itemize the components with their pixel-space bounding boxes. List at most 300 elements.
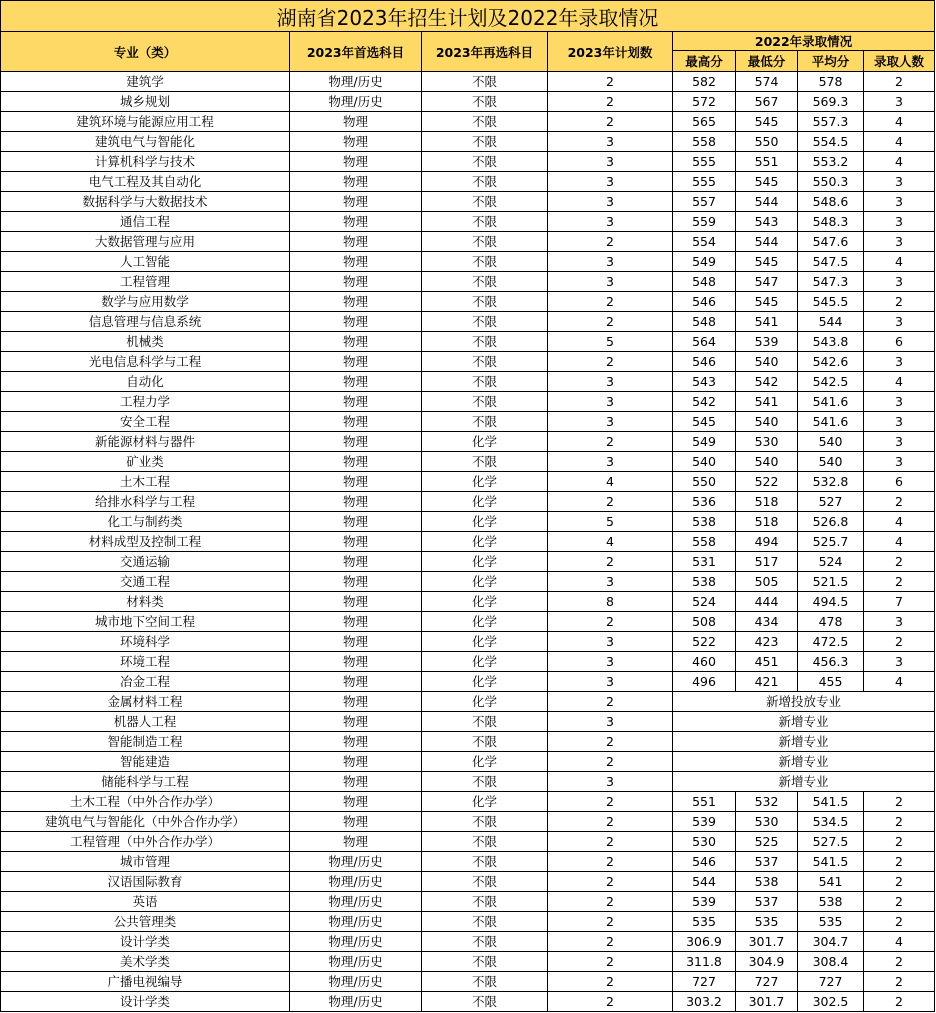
- header-admit-group: 2022年录取情况: [673, 32, 935, 51]
- cell-min: 505: [736, 572, 798, 592]
- cell-major: 工程管理: [1, 272, 290, 292]
- cell-min: 727: [736, 972, 798, 992]
- cell-min: 451: [736, 652, 798, 672]
- cell-major: 自动化: [1, 372, 290, 392]
- table-row: [1, 372, 935, 392]
- cell-max: 303.2: [673, 992, 736, 1012]
- cell-major: 储能科学与工程: [1, 772, 290, 792]
- cell-second-subject: 不限: [422, 292, 548, 312]
- cell-min: 543: [736, 212, 798, 232]
- cell-major: 工程管理（中外合作办学）: [1, 832, 290, 852]
- cell-min: 567: [736, 92, 798, 112]
- cell-avg: 524: [798, 552, 864, 572]
- cell-avg: 550.3: [798, 172, 864, 192]
- cell-note: 新增专业: [673, 732, 935, 752]
- cell-major: 交通工程: [1, 572, 290, 592]
- cell-count: 2: [864, 812, 935, 832]
- cell-min: 544: [736, 232, 798, 252]
- cell-plan: 3: [548, 212, 673, 232]
- cell-first-subject: 物理: [290, 572, 422, 592]
- cell-min: 541: [736, 312, 798, 332]
- cell-min: 530: [736, 432, 798, 452]
- cell-major: 材料类: [1, 592, 290, 612]
- cell-count: 2: [864, 952, 935, 972]
- table-row: [1, 172, 935, 192]
- cell-max: 548: [673, 272, 736, 292]
- cell-count: 3: [864, 212, 935, 232]
- cell-second-subject: 化学: [422, 792, 548, 812]
- cell-max: 535: [673, 912, 736, 932]
- cell-min: 545: [736, 292, 798, 312]
- cell-plan: 3: [548, 572, 673, 592]
- cell-count: 2: [864, 852, 935, 872]
- table-row: [1, 72, 935, 92]
- cell-second-subject: 不限: [422, 92, 548, 112]
- cell-count: 2: [864, 552, 935, 572]
- cell-note: 新增专业: [673, 752, 935, 772]
- cell-min: 540: [736, 352, 798, 372]
- cell-second-subject: 不限: [422, 832, 548, 852]
- cell-first-subject: 物理/历史: [290, 852, 422, 872]
- table-row: [1, 772, 935, 792]
- header-first-subject: 2023年首选科目: [290, 32, 422, 72]
- cell-first-subject: 物理: [290, 292, 422, 312]
- cell-second-subject: 化学: [422, 612, 548, 632]
- cell-plan: 2: [548, 92, 673, 112]
- cell-avg: 542.5: [798, 372, 864, 392]
- table-row: [1, 272, 935, 292]
- cell-first-subject: 物理: [290, 152, 422, 172]
- cell-note: 新增投放专业: [673, 692, 935, 712]
- table-row: [1, 452, 935, 472]
- cell-avg: 548.3: [798, 212, 864, 232]
- cell-plan: 3: [548, 152, 673, 172]
- cell-max: 508: [673, 612, 736, 632]
- cell-min: 301.7: [736, 992, 798, 1012]
- cell-first-subject: 物理/历史: [290, 72, 422, 92]
- cell-first-subject: 物理/历史: [290, 92, 422, 112]
- cell-max: 558: [673, 532, 736, 552]
- cell-count: 4: [864, 532, 935, 552]
- cell-avg: 547.3: [798, 272, 864, 292]
- cell-major: 机械类: [1, 332, 290, 352]
- cell-major: 新能源材料与器件: [1, 432, 290, 452]
- cell-max: 524: [673, 592, 736, 612]
- cell-max: 545: [673, 412, 736, 432]
- cell-count: 2: [864, 572, 935, 592]
- cell-min: 537: [736, 892, 798, 912]
- cell-second-subject: 不限: [422, 152, 548, 172]
- cell-min: 545: [736, 112, 798, 132]
- cell-avg: 532.8: [798, 472, 864, 492]
- cell-avg: 527.5: [798, 832, 864, 852]
- cell-second-subject: 化学: [422, 472, 548, 492]
- cell-major: 建筑环境与能源应用工程: [1, 112, 290, 132]
- cell-major: 人工智能: [1, 252, 290, 272]
- cell-avg: 527: [798, 492, 864, 512]
- cell-second-subject: 不限: [422, 452, 548, 472]
- cell-plan: 2: [548, 352, 673, 372]
- cell-second-subject: 不限: [422, 872, 548, 892]
- table-row: [1, 352, 935, 372]
- cell-second-subject: 不限: [422, 712, 548, 732]
- cell-avg: 308.4: [798, 952, 864, 972]
- cell-first-subject: 物理: [290, 472, 422, 492]
- cell-min: 444: [736, 592, 798, 612]
- cell-first-subject: 物理: [290, 252, 422, 272]
- cell-count: 3: [864, 312, 935, 332]
- cell-count: 2: [864, 292, 935, 312]
- cell-major: 数学与应用数学: [1, 292, 290, 312]
- cell-major: 大数据管理与应用: [1, 232, 290, 252]
- table-row: [1, 392, 935, 412]
- cell-first-subject: 物理: [290, 672, 422, 692]
- cell-plan: 2: [548, 812, 673, 832]
- cell-count: 6: [864, 472, 935, 492]
- table-row: [1, 832, 935, 852]
- cell-major: 设计学类: [1, 932, 290, 952]
- cell-max: 540: [673, 452, 736, 472]
- table-row: [1, 192, 935, 212]
- table-row: [1, 512, 935, 532]
- cell-plan: 3: [548, 652, 673, 672]
- cell-max: 565: [673, 112, 736, 132]
- cell-plan: 3: [548, 252, 673, 272]
- table-row: [1, 532, 935, 552]
- cell-plan: 3: [548, 172, 673, 192]
- cell-max: 582: [673, 72, 736, 92]
- cell-plan: 2: [548, 292, 673, 312]
- cell-avg: 526.8: [798, 512, 864, 532]
- cell-first-subject: 物理: [290, 512, 422, 532]
- cell-plan: 2: [548, 692, 673, 712]
- table-row: [1, 472, 935, 492]
- cell-major: 建筑电气与智能化（中外合作办学）: [1, 812, 290, 832]
- cell-second-subject: 不限: [422, 932, 548, 952]
- table-row: [1, 792, 935, 812]
- cell-major: 通信工程: [1, 212, 290, 232]
- cell-plan: 2: [548, 992, 673, 1012]
- cell-first-subject: 物理: [290, 692, 422, 712]
- cell-min: 574: [736, 72, 798, 92]
- table-row: [1, 412, 935, 432]
- cell-count: 4: [864, 152, 935, 172]
- cell-first-subject: 物理/历史: [290, 912, 422, 932]
- cell-min: 537: [736, 852, 798, 872]
- cell-second-subject: 不限: [422, 192, 548, 212]
- cell-second-subject: 不限: [422, 372, 548, 392]
- cell-major: 金属材料工程: [1, 692, 290, 712]
- cell-first-subject: 物理: [290, 792, 422, 812]
- table-row: [1, 972, 935, 992]
- cell-second-subject: 不限: [422, 852, 548, 872]
- cell-second-subject: 不限: [422, 912, 548, 932]
- cell-count: 2: [864, 912, 935, 932]
- cell-first-subject: 物理: [290, 132, 422, 152]
- cell-max: 538: [673, 512, 736, 532]
- header-count: 录取人数: [864, 51, 935, 72]
- cell-plan: 2: [548, 972, 673, 992]
- cell-max: 543: [673, 372, 736, 392]
- table-title: 湖南省2023年招生计划及2022年录取情况: [1, 1, 935, 32]
- cell-major: 建筑学: [1, 72, 290, 92]
- cell-min: 525: [736, 832, 798, 852]
- cell-major: 建筑电气与智能化: [1, 132, 290, 152]
- cell-plan: 3: [548, 632, 673, 652]
- cell-second-subject: 不限: [422, 952, 548, 972]
- cell-second-subject: 不限: [422, 392, 548, 412]
- cell-major: 环境科学: [1, 632, 290, 652]
- cell-second-subject: 不限: [422, 812, 548, 832]
- cell-first-subject: 物理: [290, 612, 422, 632]
- cell-second-subject: 不限: [422, 272, 548, 292]
- cell-plan: 2: [548, 792, 673, 812]
- cell-avg: 304.7: [798, 932, 864, 952]
- cell-max: 522: [673, 632, 736, 652]
- cell-major: 工程力学: [1, 392, 290, 412]
- cell-count: 3: [864, 452, 935, 472]
- cell-major: 数据科学与大数据技术: [1, 192, 290, 212]
- cell-first-subject: 物理: [290, 552, 422, 572]
- cell-major: 土木工程（中外合作办学）: [1, 792, 290, 812]
- cell-min: 532: [736, 792, 798, 812]
- cell-first-subject: 物理: [290, 352, 422, 372]
- cell-avg: 525.7: [798, 532, 864, 552]
- cell-avg: 478: [798, 612, 864, 632]
- cell-count: 4: [864, 512, 935, 532]
- cell-plan: 3: [548, 772, 673, 792]
- cell-first-subject: 物理: [290, 232, 422, 252]
- cell-max: 546: [673, 352, 736, 372]
- cell-second-subject: 不限: [422, 412, 548, 432]
- cell-major: 交通运输: [1, 552, 290, 572]
- cell-count: 3: [864, 432, 935, 452]
- table-row: [1, 932, 935, 952]
- cell-plan: 2: [548, 832, 673, 852]
- table-row: [1, 632, 935, 652]
- cell-plan: 2: [548, 932, 673, 952]
- cell-major: 矿业类: [1, 452, 290, 472]
- cell-first-subject: 物理: [290, 332, 422, 352]
- cell-plan: 3: [548, 412, 673, 432]
- cell-major: 城乡规划: [1, 92, 290, 112]
- cell-min: 538: [736, 872, 798, 892]
- table-row: [1, 732, 935, 752]
- cell-first-subject: 物理: [290, 632, 422, 652]
- cell-second-subject: 化学: [422, 572, 548, 592]
- cell-count: 3: [864, 612, 935, 632]
- cell-first-subject: 物理: [290, 712, 422, 732]
- cell-second-subject: 不限: [422, 732, 548, 752]
- cell-second-subject: 不限: [422, 892, 548, 912]
- cell-avg: 547.6: [798, 232, 864, 252]
- cell-plan: 3: [548, 392, 673, 412]
- cell-second-subject: 化学: [422, 432, 548, 452]
- cell-max: 546: [673, 292, 736, 312]
- cell-avg: 538: [798, 892, 864, 912]
- cell-first-subject: 物理/历史: [290, 952, 422, 972]
- cell-major: 公共管理类: [1, 912, 290, 932]
- cell-count: 4: [864, 112, 935, 132]
- cell-count: 4: [864, 132, 935, 152]
- header-major: 专业（类）: [1, 32, 290, 72]
- cell-avg: 541.5: [798, 792, 864, 812]
- cell-plan: 2: [548, 72, 673, 92]
- cell-second-subject: 不限: [422, 212, 548, 232]
- cell-second-subject: 不限: [422, 132, 548, 152]
- cell-count: 3: [864, 172, 935, 192]
- cell-count: 3: [864, 392, 935, 412]
- cell-max: 530: [673, 832, 736, 852]
- cell-major: 智能制造工程: [1, 732, 290, 752]
- cell-plan: 2: [548, 232, 673, 252]
- cell-major: 设计学类: [1, 992, 290, 1012]
- cell-first-subject: 物理: [290, 732, 422, 752]
- cell-avg: 535: [798, 912, 864, 932]
- table-row: [1, 212, 935, 232]
- cell-first-subject: 物理: [290, 832, 422, 852]
- cell-first-subject: 物理: [290, 592, 422, 612]
- cell-count: 2: [864, 792, 935, 812]
- cell-min: 539: [736, 332, 798, 352]
- cell-plan: 2: [548, 752, 673, 772]
- cell-major: 机器人工程: [1, 712, 290, 732]
- cell-count: 2: [864, 872, 935, 892]
- cell-avg: 554.5: [798, 132, 864, 152]
- cell-avg: 455: [798, 672, 864, 692]
- cell-count: 2: [864, 992, 935, 1012]
- cell-plan: 2: [548, 852, 673, 872]
- cell-max: 549: [673, 432, 736, 452]
- cell-avg: 544: [798, 312, 864, 332]
- table-row: [1, 132, 935, 152]
- cell-first-subject: 物理: [290, 272, 422, 292]
- cell-second-subject: 化学: [422, 512, 548, 532]
- cell-min: 304.9: [736, 952, 798, 972]
- cell-avg: 540: [798, 432, 864, 452]
- table-row: [1, 892, 935, 912]
- table-row: [1, 232, 935, 252]
- cell-avg: 569.3: [798, 92, 864, 112]
- cell-max: 555: [673, 172, 736, 192]
- cell-major: 信息管理与信息系统: [1, 312, 290, 332]
- cell-count: 2: [864, 832, 935, 852]
- cell-max: 558: [673, 132, 736, 152]
- table-row: [1, 872, 935, 892]
- header-avg: 平均分: [798, 51, 864, 72]
- cell-first-subject: 物理: [290, 752, 422, 772]
- header-plan: 2023年计划数: [548, 32, 673, 72]
- cell-plan: 3: [548, 372, 673, 392]
- cell-major: 英语: [1, 892, 290, 912]
- cell-min: 542: [736, 372, 798, 392]
- cell-min: 517: [736, 552, 798, 572]
- cell-max: 496: [673, 672, 736, 692]
- cell-avg: 541.5: [798, 852, 864, 872]
- cell-major: 给排水科学与工程: [1, 492, 290, 512]
- cell-plan: 3: [548, 192, 673, 212]
- table-row: [1, 672, 935, 692]
- table-row: [1, 912, 935, 932]
- table-row: [1, 712, 935, 732]
- cell-first-subject: 物理: [290, 772, 422, 792]
- table-row: [1, 312, 935, 332]
- cell-plan: 2: [548, 912, 673, 932]
- cell-first-subject: 物理/历史: [290, 992, 422, 1012]
- cell-min: 518: [736, 512, 798, 532]
- cell-first-subject: 物理/历史: [290, 972, 422, 992]
- cell-avg: 456.3: [798, 652, 864, 672]
- cell-major: 安全工程: [1, 412, 290, 432]
- cell-avg: 548.6: [798, 192, 864, 212]
- cell-major: 城市管理: [1, 852, 290, 872]
- cell-note: 新增专业: [673, 712, 935, 732]
- cell-major: 土木工程: [1, 472, 290, 492]
- cell-second-subject: 不限: [422, 992, 548, 1012]
- cell-max: 531: [673, 552, 736, 572]
- cell-max: 727: [673, 972, 736, 992]
- cell-first-subject: 物理: [290, 112, 422, 132]
- cell-second-subject: 化学: [422, 532, 548, 552]
- table-row: [1, 572, 935, 592]
- table-row: [1, 652, 935, 672]
- cell-second-subject: 不限: [422, 72, 548, 92]
- table-row: [1, 432, 935, 452]
- cell-count: 2: [864, 632, 935, 652]
- cell-avg: 727: [798, 972, 864, 992]
- header-max: 最高分: [673, 51, 736, 72]
- cell-max: 546: [673, 852, 736, 872]
- cell-max: 548: [673, 312, 736, 332]
- cell-plan: 5: [548, 332, 673, 352]
- cell-max: 551: [673, 792, 736, 812]
- cell-major: 广播电视编导: [1, 972, 290, 992]
- cell-min: 550: [736, 132, 798, 152]
- cell-avg: 494.5: [798, 592, 864, 612]
- cell-min: 551: [736, 152, 798, 172]
- cell-max: 539: [673, 812, 736, 832]
- cell-plan: 2: [548, 312, 673, 332]
- cell-max: 311.8: [673, 952, 736, 972]
- cell-count: 4: [864, 252, 935, 272]
- cell-min: 541: [736, 392, 798, 412]
- cell-min: 530: [736, 812, 798, 832]
- table-row: [1, 612, 935, 632]
- cell-max: 557: [673, 192, 736, 212]
- cell-first-subject: 物理: [290, 312, 422, 332]
- cell-min: 545: [736, 252, 798, 272]
- cell-max: 539: [673, 892, 736, 912]
- cell-min: 421: [736, 672, 798, 692]
- cell-max: 572: [673, 92, 736, 112]
- cell-first-subject: 物理: [290, 392, 422, 412]
- cell-max: 554: [673, 232, 736, 252]
- cell-plan: 3: [548, 272, 673, 292]
- cell-major: 智能建造: [1, 752, 290, 772]
- header-second-subject: 2023年再选科目: [422, 32, 548, 72]
- cell-second-subject: 化学: [422, 752, 548, 772]
- cell-max: 555: [673, 152, 736, 172]
- table-row: [1, 92, 935, 112]
- cell-max: 460: [673, 652, 736, 672]
- cell-second-subject: 不限: [422, 172, 548, 192]
- cell-avg: 540: [798, 452, 864, 472]
- cell-max: 550: [673, 472, 736, 492]
- cell-plan: 2: [548, 732, 673, 752]
- cell-second-subject: 不限: [422, 352, 548, 372]
- cell-count: 3: [864, 352, 935, 372]
- table-row: [1, 952, 935, 972]
